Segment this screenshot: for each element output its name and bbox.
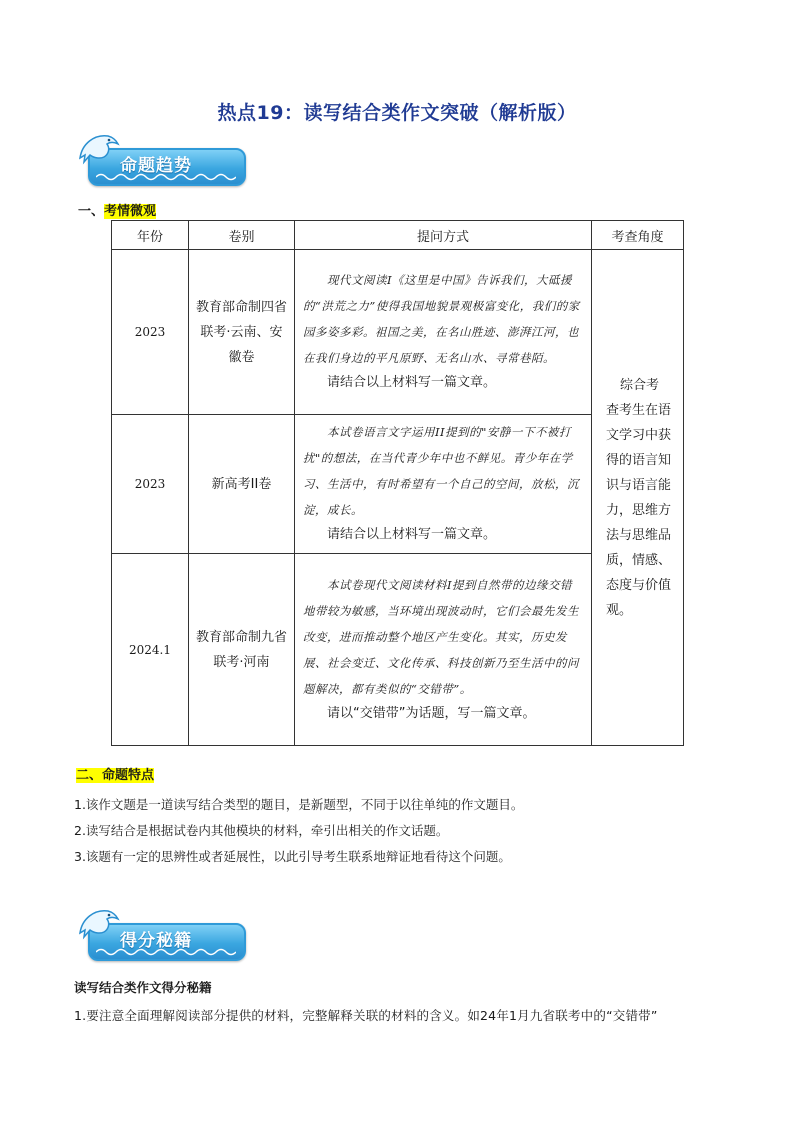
header-method: 提问方式 [295,221,592,250]
dolphin-icon [76,128,120,168]
header-angle: 考查角度 [592,221,684,250]
page-title: 热点19：读写结合类作文突破（解析版） [217,102,577,124]
feature-item-3: 3.该题有一定的思辨性或者延展性，以此引导考生联系地辩证地看待这个问题。 [74,849,511,864]
header-year: 年份 [112,221,189,250]
banner-label: 得分秘籍 [120,931,192,951]
table-row [112,250,684,415]
year-cell: 2024.1 [112,554,189,746]
material-text: 本试卷现代文阅读材料Ⅰ提到自然带的边缘交错地带较为敏感，当环境出现波动时，它们会最先发生改变，进而推动整个地区产生变化。其实，历史发展、社会变迁、文化传承、科技创新乃至生活中的问题解决，都有类似的“交错带”。 [303,577,579,696]
section-banner-secret [80,915,244,959]
paper-cell: 教育部命制四省联考·云南、安徽卷 [189,250,295,415]
year-cell: 2023 [112,250,189,415]
secret-item-1: 1.要注意全面理解阅读部分提供的材料，完整解释关联的材料的含义。如24年1月九省联考中的“交错带” [74,1008,658,1023]
feature-item-1: 1.该作文题是一道读写结合类型的题目，是新题型，不同于以往单纯的作文题目。 [74,797,524,812]
request-text: 请以“交错带”为话题，写一篇文章。 [327,705,536,721]
method-cell [295,415,592,554]
feature-item-2: 2.读写结合是根据试卷内其他模块的材料，牵引出相关的作文话题。 [74,823,449,838]
dolphin-icon [76,903,120,943]
paper-cell: 新高考II卷 [189,415,295,554]
material-text: 现代文阅读Ⅰ《这里是中国》告诉我们，大砥援的“洪荒之力”使得我国地貌景观极富变化，我们的家园多姿多彩。祖国之美，在名山胜迹、澎湃江河，也在我们身边的平凡原野、无名山水、寻常巷陌。 [303,273,580,365]
secret-heading: 读写结合类作文得分秘籍 [74,980,212,995]
request-text: 请结合以上材料写一篇文章。 [327,527,497,542]
banner-label: 命题趋势 [120,156,192,176]
table-header-row [112,221,684,250]
section-banner-trend [80,140,244,184]
header-paper: 卷别 [189,221,295,250]
method-cell [295,554,592,746]
section-heading-1 [78,200,156,219]
year-cell: 2023 [112,415,189,554]
angle-cell: 综合考查考生在语文学习中获得的语言知识与语言能力，思维方法与思维品质，情感、态度与价值观。 [592,250,684,746]
section-label: 二、命题特点 [76,768,155,783]
request-text: 请结合以上材料写一篇文章。 [327,375,497,390]
exam-table [111,220,684,746]
section-label: 考情微观 [104,204,157,219]
paper-cell: 教育部命制九省联考·河南 [189,554,295,746]
section-heading-2 [76,764,154,783]
method-cell [295,250,592,415]
material-text: 本试卷语言文字运用II提到的"安静一下不被打扰"的想法，在当代青少年中也不鲜见。青少年在学习、生活中，有时希望有一个自己的空间，放松，沉淀，成长。 [303,425,579,517]
section-number: 一、 [78,204,105,219]
